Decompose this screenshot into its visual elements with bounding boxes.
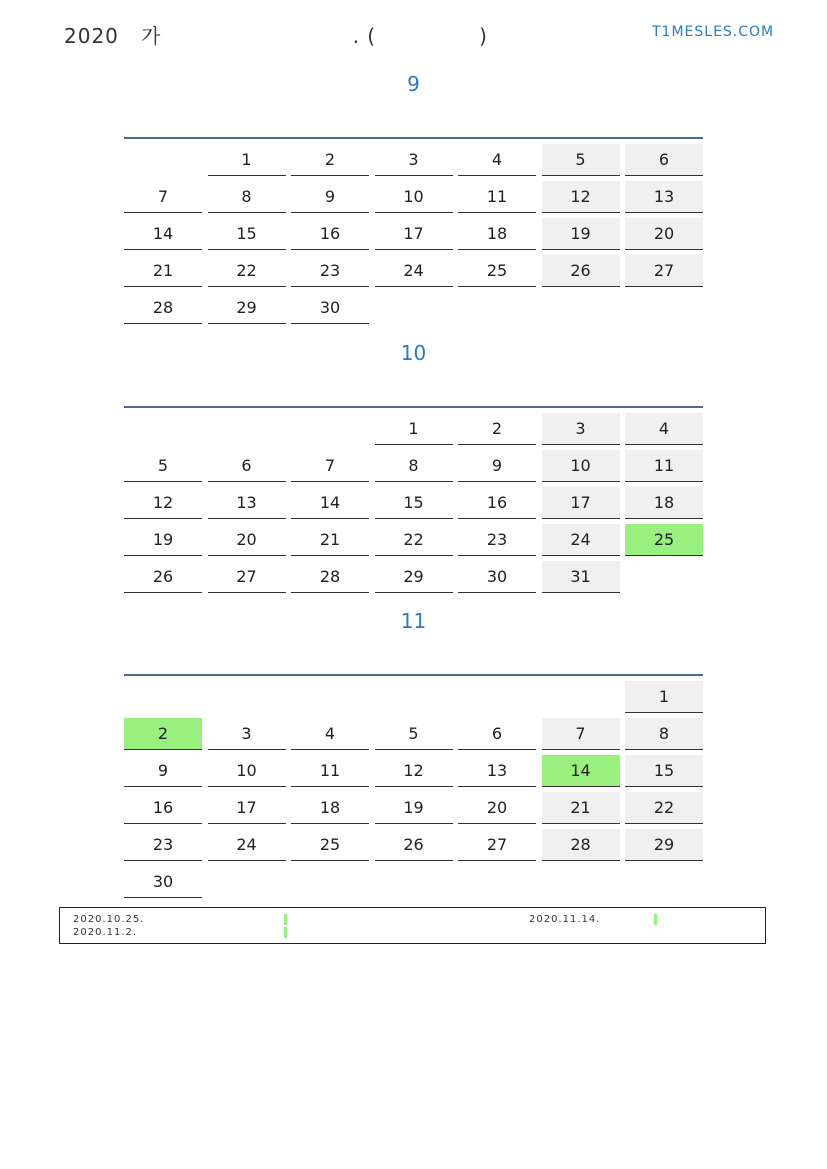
- day-cell[interactable]: 10: [542, 450, 620, 482]
- day-cell[interactable]: 3: [208, 718, 286, 750]
- day-cell[interactable]: 25: [458, 255, 536, 287]
- day-cell[interactable]: 22: [375, 524, 453, 556]
- legend-marker-2: [284, 927, 287, 938]
- day-cell[interactable]: 20: [458, 792, 536, 824]
- empty-cell: [124, 681, 202, 712]
- day-cell[interactable]: 29: [375, 561, 453, 593]
- day-cell[interactable]: 14: [291, 487, 369, 519]
- day-cell[interactable]: 28: [291, 561, 369, 593]
- day-cell[interactable]: 20: [208, 524, 286, 556]
- day-cell[interactable]: 3: [375, 144, 453, 176]
- day-cell[interactable]: 29: [625, 829, 703, 861]
- calendar-sep: [124, 137, 703, 329]
- legend-item-3: 2020.11.14.: [529, 914, 601, 925]
- day-cell[interactable]: 17: [375, 218, 453, 250]
- empty-cell: [208, 413, 286, 444]
- day-cell[interactable]: 18: [291, 792, 369, 824]
- day-cell[interactable]: 30: [458, 561, 536, 593]
- day-cell[interactable]: 19: [124, 524, 202, 556]
- day-cell[interactable]: 10: [375, 181, 453, 213]
- day-cell[interactable]: 19: [375, 792, 453, 824]
- day-cell[interactable]: 30: [291, 292, 369, 324]
- day-cell[interactable]: 24: [375, 255, 453, 287]
- day-cell[interactable]: 23: [291, 255, 369, 287]
- day-cell[interactable]: 25: [291, 829, 369, 861]
- day-cell[interactable]: 9: [124, 755, 202, 787]
- calendar-top-rule: [124, 674, 703, 676]
- holiday-legend: [59, 907, 766, 944]
- day-cell[interactable]: 28: [542, 829, 620, 861]
- legend-item-1: 2020.10.25.: [73, 914, 145, 925]
- day-cell[interactable]: 19: [542, 218, 620, 250]
- day-cell[interactable]: 14: [542, 755, 620, 787]
- empty-cell: [458, 681, 536, 712]
- day-cell[interactable]: 31: [542, 561, 620, 593]
- day-cell[interactable]: 29: [208, 292, 286, 324]
- day-cell[interactable]: 5: [542, 144, 620, 176]
- day-cell[interactable]: 10: [208, 755, 286, 787]
- calendar-nov: [124, 674, 703, 903]
- calendar-grid: [124, 413, 703, 598]
- day-cell[interactable]: 8: [375, 450, 453, 482]
- month-title-oct: 10: [400, 341, 427, 365]
- day-cell[interactable]: 26: [124, 561, 202, 593]
- day-cell[interactable]: 11: [625, 450, 703, 482]
- day-cell[interactable]: 9: [291, 181, 369, 213]
- day-cell[interactable]: 25: [625, 524, 703, 556]
- day-cell[interactable]: 15: [375, 487, 453, 519]
- legend-item-2: 2020.11.2.: [73, 927, 138, 938]
- site-brand[interactable]: T1MESLES.COM: [652, 24, 775, 40]
- day-cell[interactable]: 2: [458, 413, 536, 445]
- day-cell[interactable]: 15: [625, 755, 703, 787]
- day-cell[interactable]: 18: [458, 218, 536, 250]
- day-cell[interactable]: 17: [208, 792, 286, 824]
- empty-cell: [542, 681, 620, 712]
- day-cell[interactable]: 3: [542, 413, 620, 445]
- day-cell[interactable]: 2: [291, 144, 369, 176]
- day-cell[interactable]: 12: [124, 487, 202, 519]
- day-cell[interactable]: 21: [291, 524, 369, 556]
- day-cell[interactable]: 6: [208, 450, 286, 482]
- day-cell[interactable]: 24: [208, 829, 286, 861]
- day-cell[interactable]: 7: [124, 181, 202, 213]
- day-cell[interactable]: 1: [375, 413, 453, 445]
- empty-cell: [375, 681, 453, 712]
- legend-marker-1: [284, 914, 287, 925]
- day-cell[interactable]: 8: [625, 718, 703, 750]
- day-cell[interactable]: 21: [542, 792, 620, 824]
- day-cell[interactable]: 12: [542, 181, 620, 213]
- day-cell[interactable]: 16: [291, 218, 369, 250]
- day-cell[interactable]: 1: [625, 681, 703, 713]
- day-cell[interactable]: 13: [458, 755, 536, 787]
- day-cell[interactable]: 4: [458, 144, 536, 176]
- calendar-oct: [124, 406, 703, 598]
- day-cell[interactable]: 7: [542, 718, 620, 750]
- month-title-nov: 11: [400, 609, 427, 633]
- day-cell[interactable]: 6: [625, 144, 703, 176]
- day-cell[interactable]: 22: [625, 792, 703, 824]
- day-cell[interactable]: 23: [458, 524, 536, 556]
- day-cell[interactable]: 27: [458, 829, 536, 861]
- day-cell[interactable]: 9: [458, 450, 536, 482]
- day-cell[interactable]: 11: [291, 755, 369, 787]
- day-cell[interactable]: 4: [625, 413, 703, 445]
- day-cell[interactable]: 13: [208, 487, 286, 519]
- empty-cell: [208, 681, 286, 712]
- empty-cell: [291, 681, 369, 712]
- day-cell[interactable]: 2: [124, 718, 202, 750]
- day-cell[interactable]: 15: [208, 218, 286, 250]
- day-cell[interactable]: 8: [208, 181, 286, 213]
- calendar-top-rule: [124, 406, 703, 408]
- day-cell[interactable]: 30: [124, 866, 202, 898]
- day-cell[interactable]: 23: [124, 829, 202, 861]
- day-cell[interactable]: 11: [458, 181, 536, 213]
- day-cell[interactable]: 5: [124, 450, 202, 482]
- day-cell[interactable]: 7: [291, 450, 369, 482]
- day-cell[interactable]: 28: [124, 292, 202, 324]
- empty-cell: [291, 413, 369, 444]
- day-cell[interactable]: 26: [542, 255, 620, 287]
- day-cell[interactable]: 14: [124, 218, 202, 250]
- empty-cell: [124, 413, 202, 444]
- day-cell[interactable]: 24: [542, 524, 620, 556]
- calendar-grid: [124, 681, 703, 903]
- empty-cell: [124, 144, 202, 175]
- day-cell[interactable]: 16: [458, 487, 536, 519]
- day-cell[interactable]: 21: [124, 255, 202, 287]
- day-cell[interactable]: 12: [375, 755, 453, 787]
- day-cell[interactable]: 1: [208, 144, 286, 176]
- day-cell[interactable]: 22: [208, 255, 286, 287]
- day-cell[interactable]: 26: [375, 829, 453, 861]
- day-cell[interactable]: 27: [625, 255, 703, 287]
- day-cell[interactable]: 20: [625, 218, 703, 250]
- day-cell[interactable]: 17: [542, 487, 620, 519]
- day-cell[interactable]: 13: [625, 181, 703, 213]
- calendar-top-rule: [124, 137, 703, 139]
- month-title-sep: 9: [407, 72, 420, 96]
- day-cell[interactable]: 16: [124, 792, 202, 824]
- day-cell[interactable]: 5: [375, 718, 453, 750]
- day-cell[interactable]: 6: [458, 718, 536, 750]
- header-title: 2020 가 . ( ): [64, 24, 488, 48]
- day-cell[interactable]: 18: [625, 487, 703, 519]
- calendar-grid: [124, 144, 703, 329]
- legend-marker-3: [654, 914, 657, 925]
- day-cell[interactable]: 4: [291, 718, 369, 750]
- day-cell[interactable]: 27: [208, 561, 286, 593]
